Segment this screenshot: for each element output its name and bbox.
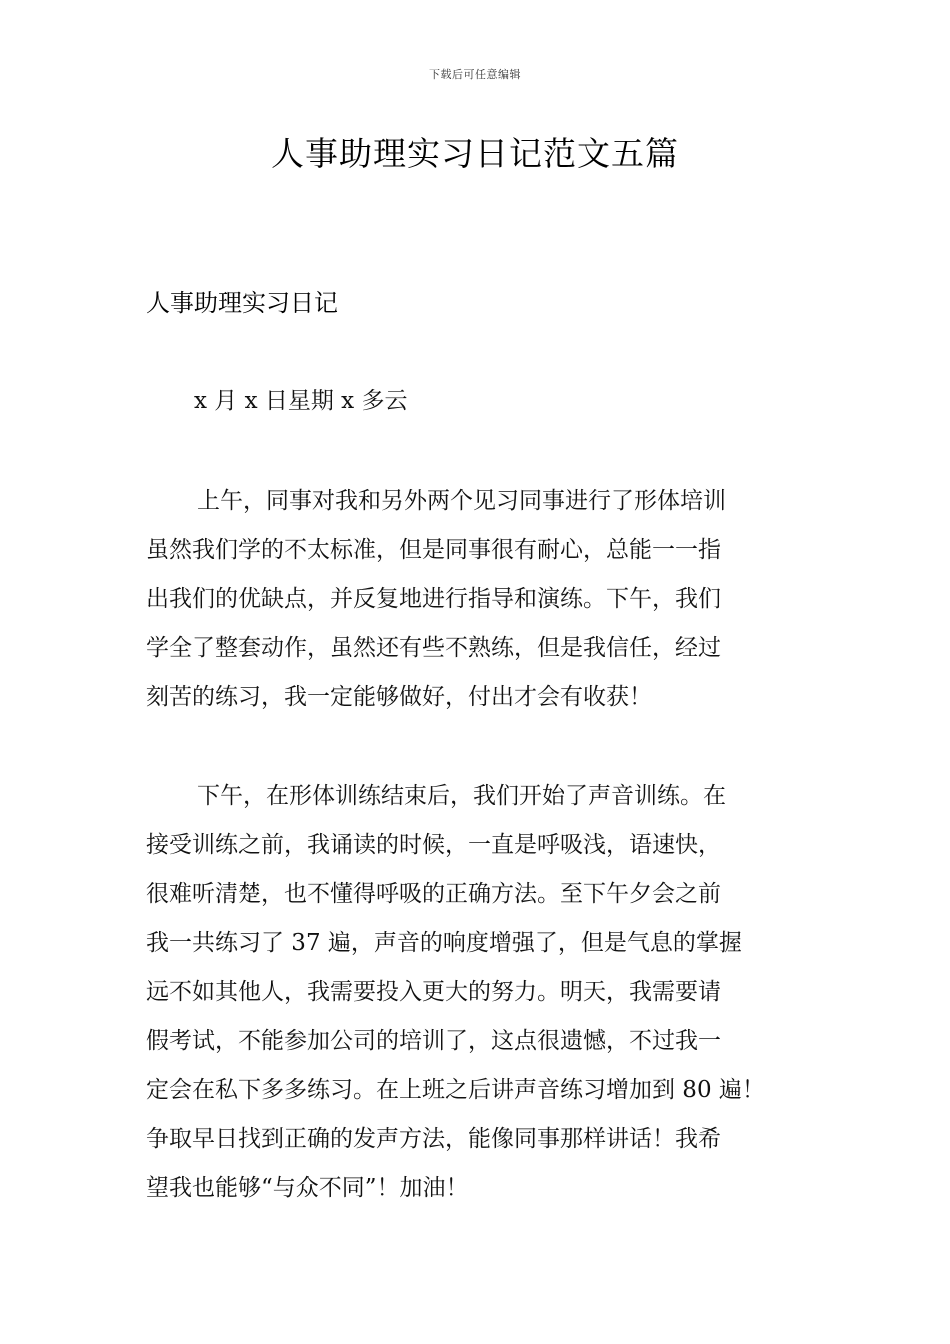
date-weather-line: x 月 x 日星期 x 多云 <box>194 388 408 414</box>
paragraph-line: 刻苦的练习，我一定能够做好，付出才会有收获！ <box>146 684 652 710</box>
paragraph-line: 望我也能够“与众不同”！加油！ <box>146 1175 469 1201</box>
paragraph-line: 我一共练习了 37 遍，声音的响度增强了，但是气息的掌握 <box>146 930 742 956</box>
paragraph-line: 很难听清楚，也不懂得呼吸的正确方法。至下午夕会之前 <box>146 881 721 907</box>
paragraph-line: 接受训练之前，我诵读的时候，一直是呼吸浅，语速快， <box>146 832 721 858</box>
paragraph-line: 上午，同事对我和另外两个见习同事进行了形体培训 <box>197 488 726 514</box>
paragraph-line: 出我们的优缺点，并反复地进行指导和演练。下午，我们 <box>146 586 721 612</box>
paragraph-line: 假考试，不能参加公司的培训了，这点很遗憾，不过我一 <box>146 1028 721 1054</box>
paragraph-line: 定会在私下多多练习。在上班之后讲声音练习增加到 80 遍！ <box>146 1077 765 1103</box>
paragraph-2 <box>146 772 806 1213</box>
paragraph-line: 争取早日找到正确的发声方法，能像同事那样讲话！我希 <box>146 1126 721 1152</box>
document-title: 人事助理实习日记范文五篇 <box>271 134 679 173</box>
paragraph-line: 学全了整套动作，虽然还有些不熟练，但是我信任，经过 <box>146 635 721 661</box>
paragraph-line: 下午，在形体训练结束后，我们开始了声音训练。在 <box>197 783 726 809</box>
section-subtitle: 人事助理实习日记 <box>146 289 338 317</box>
paragraph-1 <box>146 477 806 722</box>
paragraph-line: 虽然我们学的不太标准，但是同事很有耐心，总能一一指 <box>146 537 721 563</box>
header-note: 下载后可任意编辑 <box>429 68 521 81</box>
paragraph-line: 远不如其他人，我需要投入更大的努力。明天，我需要请 <box>146 979 721 1005</box>
